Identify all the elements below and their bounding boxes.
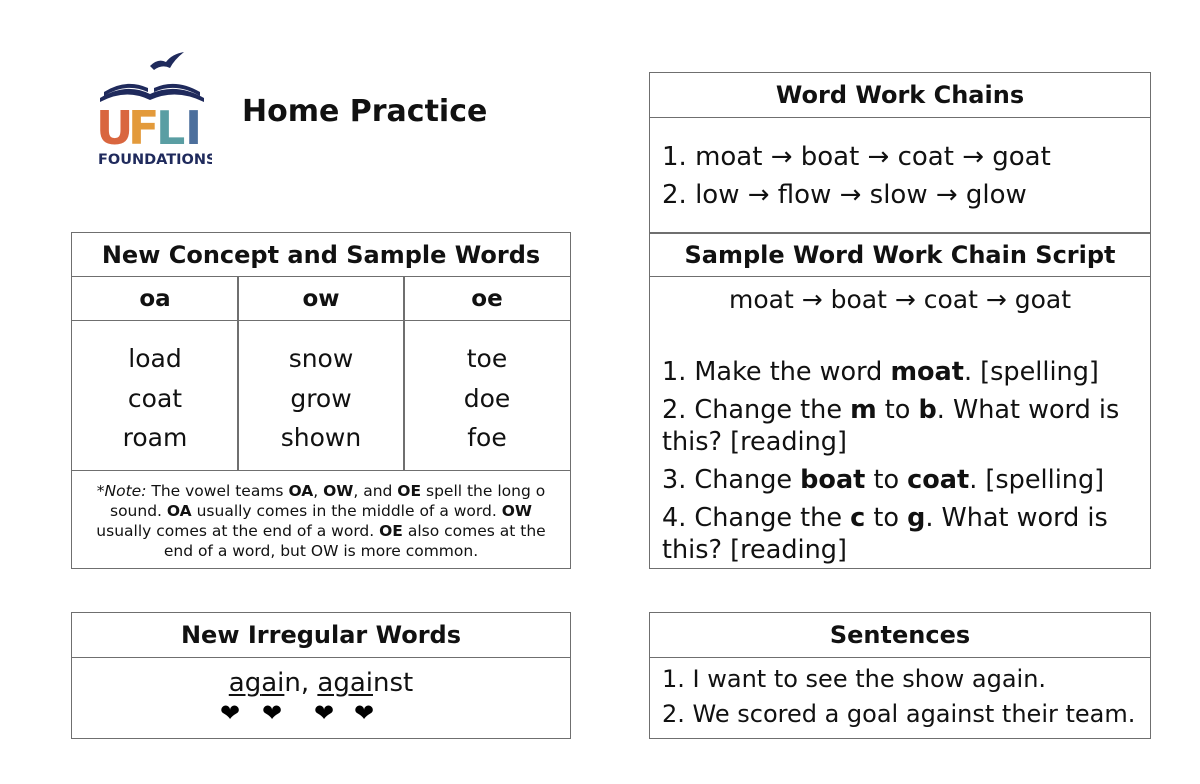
script-heading: Sample Word Work Chain Script xyxy=(650,233,1150,277)
sentences-box xyxy=(649,612,1151,739)
svg-text:L: L xyxy=(156,101,186,155)
note-label: *Note: xyxy=(96,482,147,500)
sample-word: doe xyxy=(463,383,511,413)
irregular-words: again, against xyxy=(228,668,414,698)
script-steps xyxy=(650,314,1150,566)
column-header-oa: oa xyxy=(139,285,171,312)
irregular-heading: New Irregular Words xyxy=(72,613,570,658)
word-column-ow xyxy=(238,339,404,470)
column-header-ow: ow xyxy=(302,285,340,312)
chain-item: 1. moat → boat → coat → goat xyxy=(662,142,1051,172)
heart-icon: ❤ xyxy=(220,699,241,727)
script-step: 2. Change the m to b. What word is this? [reading] xyxy=(662,395,1120,457)
script-chain: moat → boat → coat → goat xyxy=(728,285,1072,314)
word-work-chains-box xyxy=(649,72,1151,234)
sentences-heading: Sentences xyxy=(650,613,1150,658)
word-columns xyxy=(72,321,570,471)
concept-heading: New Concept and Sample Words xyxy=(72,233,570,277)
sample-word: roam xyxy=(122,423,188,452)
logo-subtitle: FOUNDATIONS xyxy=(98,152,212,168)
sentence-item: 2. We scored a goal against their team. xyxy=(662,700,1136,728)
svg-text:U: U xyxy=(96,101,134,155)
sample-word: snow xyxy=(288,344,354,373)
heart-icon: ❤ xyxy=(354,699,375,727)
sentence-item: 1. I want to see the show again. xyxy=(662,665,1047,693)
script-step: 4. Change the c to g. What word is this? [reading] xyxy=(662,503,1108,565)
svg-text:I: I xyxy=(185,101,203,155)
word-column-oe xyxy=(404,339,570,470)
sample-word: foe xyxy=(467,423,507,452)
chains-heading: Word Work Chains xyxy=(650,73,1150,118)
ufli-logo xyxy=(92,48,212,170)
chains-list xyxy=(650,118,1150,214)
irregular-words-box xyxy=(71,612,571,739)
concept-note: *Note: The vowel teams OA, OW, and OE spell the long o sound. OA usually comes in the middle of a word. OW usually comes at the end of a word. OE also comes at the end of a word, but OW is more common. xyxy=(96,482,546,560)
script-step: 3. Change boat to coat. [spelling] xyxy=(662,465,1105,495)
sample-word: toe xyxy=(466,344,508,373)
chain-script-box xyxy=(649,232,1151,569)
word-column-oa xyxy=(72,339,238,470)
script-step: 1. Make the word moat. [spelling] xyxy=(662,357,1099,387)
heart-icon: ❤ xyxy=(262,699,283,727)
sentences-list xyxy=(650,658,1150,732)
column-divider xyxy=(403,277,405,471)
sample-word: coat xyxy=(127,383,183,413)
concept-table xyxy=(71,232,571,569)
sample-word: shown xyxy=(280,423,362,452)
column-headers xyxy=(72,277,570,321)
chain-item: 2. low → flow → slow → glow xyxy=(662,180,1027,210)
heart-icon: ❤ xyxy=(314,699,335,727)
book-bird-logo-graphic xyxy=(92,48,212,170)
svg-text:F: F xyxy=(128,101,160,155)
column-divider xyxy=(237,277,239,471)
page-title: Home Practice xyxy=(242,94,488,129)
column-header-oe: oe xyxy=(471,285,503,312)
sample-word: load xyxy=(128,344,182,373)
sample-word: grow xyxy=(290,383,352,413)
